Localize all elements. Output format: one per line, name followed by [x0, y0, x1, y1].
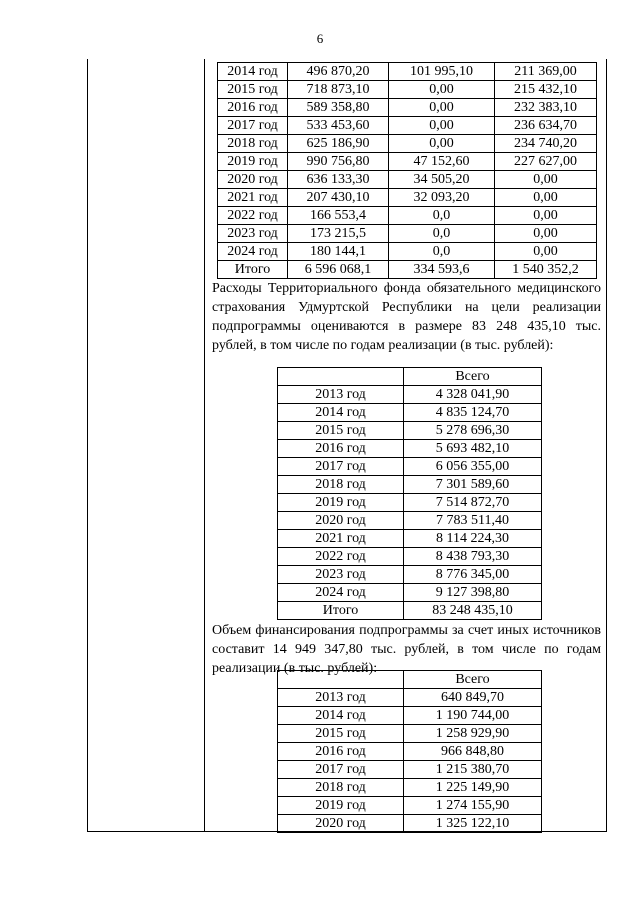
- value-cell: 1 258 929,90: [404, 725, 542, 743]
- value-cell: 227 627,00: [495, 153, 597, 171]
- value-cell: 589 358,80: [288, 99, 389, 117]
- year-cell: 2015 год: [218, 81, 288, 99]
- year-cell: 2022 год: [278, 548, 404, 566]
- tfoms-table: [277, 367, 542, 620]
- table-row: [278, 566, 542, 584]
- value-cell: 640 849,70: [404, 689, 542, 707]
- paragraph-other-sources: Объем финансирования подпрограммы за счет иных источников составит 14 949 347,80 тыс. рублей, в том числе по годам реализации (в тыс. рублей):: [212, 623, 601, 676]
- table-row: [218, 189, 597, 207]
- year-cell: 2018 год: [278, 476, 404, 494]
- year-cell: 2020 год: [278, 815, 404, 833]
- header-empty-cell: [278, 671, 404, 689]
- year-cell: 2023 год: [218, 225, 288, 243]
- value-cell: 0,0: [389, 225, 495, 243]
- table-row: [278, 548, 542, 566]
- year-cell: 2014 год: [278, 707, 404, 725]
- value-cell: 7 783 511,40: [404, 512, 542, 530]
- value-cell: 9 127 398,80: [404, 584, 542, 602]
- value-cell: 1 190 744,00: [404, 707, 542, 725]
- year-cell: 2018 год: [278, 779, 404, 797]
- value-cell: 215 432,10: [495, 81, 597, 99]
- value-cell: 0,00: [495, 225, 597, 243]
- table-row: [278, 530, 542, 548]
- value-cell: 47 152,60: [389, 153, 495, 171]
- value-cell: 1 225 149,90: [404, 779, 542, 797]
- value-cell: 0,0: [389, 207, 495, 225]
- year-cell: 2013 год: [278, 386, 404, 404]
- paragraph-tfoms-expenses: Расходы Территориального фонда обязательного медицинского страхования Удмуртской Республики на цели реализации подпрограммы оцениваются в размере 83 248 435,10 тыс. рублей, в том числе по годам реализации (в тыс. рублей):: [212, 281, 601, 353]
- header-total-cell: Всего: [404, 368, 542, 386]
- year-cell: 2015 год: [278, 422, 404, 440]
- table-row: [278, 440, 542, 458]
- table-row: [278, 707, 542, 725]
- value-cell: 211 369,00: [495, 63, 597, 81]
- value-cell: 180 144,1: [288, 243, 389, 261]
- year-cell: 2017 год: [278, 761, 404, 779]
- table-row: [218, 243, 597, 261]
- year-cell: 2016 год: [278, 440, 404, 458]
- table-row: [278, 386, 542, 404]
- table-row: [278, 512, 542, 530]
- value-cell: 625 186,90: [288, 135, 389, 153]
- tfoms-table-body: [278, 386, 542, 620]
- year-cell: 2021 год: [278, 530, 404, 548]
- table-row: [278, 761, 542, 779]
- header-total-cell: Всего: [404, 671, 542, 689]
- frame-left-column: [88, 59, 205, 831]
- table-row: [278, 602, 542, 620]
- year-cell: 2024 год: [218, 243, 288, 261]
- value-cell: 990 756,80: [288, 153, 389, 171]
- year-cell: Итого: [278, 602, 404, 620]
- value-cell: 32 093,20: [389, 189, 495, 207]
- value-cell: 166 553,4: [288, 207, 389, 225]
- year-cell: 2017 год: [278, 458, 404, 476]
- table-row: [278, 689, 542, 707]
- year-cell: 2022 год: [218, 207, 288, 225]
- other-sources-table-body: [278, 689, 542, 833]
- table-header-row: [278, 368, 542, 386]
- page-number: 6: [316, 31, 324, 46]
- value-cell: 334 593,6: [389, 261, 495, 279]
- value-cell: 34 505,20: [389, 171, 495, 189]
- year-cell: 2013 год: [278, 689, 404, 707]
- table-row: [278, 404, 542, 422]
- year-cell: 2016 год: [218, 99, 288, 117]
- value-cell: 1 540 352,2: [495, 261, 597, 279]
- value-cell: 236 634,70: [495, 117, 597, 135]
- value-cell: 5 693 482,10: [404, 440, 542, 458]
- table-row: [278, 815, 542, 833]
- table-row: [218, 99, 597, 117]
- value-cell: 83 248 435,10: [404, 602, 542, 620]
- table-row: [218, 63, 597, 81]
- year-cell: 2020 год: [278, 512, 404, 530]
- table-row: [218, 171, 597, 189]
- value-cell: 8 776 345,00: [404, 566, 542, 584]
- value-cell: 718 873,10: [288, 81, 389, 99]
- year-cell: 2019 год: [278, 797, 404, 815]
- year-cell: 2019 год: [218, 153, 288, 171]
- table-row: [278, 584, 542, 602]
- value-cell: 8 114 224,30: [404, 530, 542, 548]
- value-cell: 173 215,5: [288, 225, 389, 243]
- table-row: [278, 779, 542, 797]
- table-header-row: [278, 671, 542, 689]
- year-cell: 2018 год: [218, 135, 288, 153]
- funding-table-top: [217, 62, 597, 279]
- value-cell: 636 133,30: [288, 171, 389, 189]
- year-cell: Итого: [218, 261, 288, 279]
- value-cell: 101 995,10: [389, 63, 495, 81]
- value-cell: 232 383,10: [495, 99, 597, 117]
- value-cell: 207 430,10: [288, 189, 389, 207]
- value-cell: 966 848,80: [404, 743, 542, 761]
- value-cell: 0,00: [495, 171, 597, 189]
- table-row: [218, 207, 597, 225]
- value-cell: 8 438 793,30: [404, 548, 542, 566]
- year-cell: 2016 год: [278, 743, 404, 761]
- table-row: [218, 261, 597, 279]
- year-cell: 2020 год: [218, 171, 288, 189]
- header-empty-cell: [278, 368, 404, 386]
- table-row: [218, 153, 597, 171]
- other-sources-table: [277, 670, 542, 833]
- table-row: [278, 797, 542, 815]
- table-row: [278, 458, 542, 476]
- value-cell: 4 835 124,70: [404, 404, 542, 422]
- value-cell: 4 328 041,90: [404, 386, 542, 404]
- value-cell: 7 514 872,70: [404, 494, 542, 512]
- table-row: [218, 225, 597, 243]
- value-cell: 1 274 155,90: [404, 797, 542, 815]
- value-cell: 234 740,20: [495, 135, 597, 153]
- table-row: [218, 135, 597, 153]
- funding-table-top-body: [218, 63, 597, 279]
- year-cell: 2019 год: [278, 494, 404, 512]
- value-cell: 0,00: [389, 81, 495, 99]
- value-cell: 496 870,20: [288, 63, 389, 81]
- table-row: [278, 422, 542, 440]
- value-cell: 0,00: [389, 117, 495, 135]
- year-cell: 2021 год: [218, 189, 288, 207]
- value-cell: 6 056 355,00: [404, 458, 542, 476]
- year-cell: 2014 год: [218, 63, 288, 81]
- year-cell: 2023 год: [278, 566, 404, 584]
- table-row: [278, 476, 542, 494]
- value-cell: 6 596 068,1: [288, 261, 389, 279]
- table-row: [278, 725, 542, 743]
- table-row: [278, 494, 542, 512]
- year-cell: 2015 год: [278, 725, 404, 743]
- value-cell: 533 453,60: [288, 117, 389, 135]
- value-cell: 0,00: [495, 243, 597, 261]
- value-cell: 1 215 380,70: [404, 761, 542, 779]
- value-cell: 0,00: [389, 135, 495, 153]
- year-cell: 2014 год: [278, 404, 404, 422]
- value-cell: 0,00: [495, 189, 597, 207]
- value-cell: 5 278 696,30: [404, 422, 542, 440]
- value-cell: 0,00: [389, 99, 495, 117]
- year-cell: 2024 год: [278, 584, 404, 602]
- year-cell: 2017 год: [218, 117, 288, 135]
- table-row: [278, 743, 542, 761]
- value-cell: 0,00: [495, 207, 597, 225]
- value-cell: 1 325 122,10: [404, 815, 542, 833]
- value-cell: 0,0: [389, 243, 495, 261]
- value-cell: 7 301 589,60: [404, 476, 542, 494]
- table-row: [218, 117, 597, 135]
- table-row: [218, 81, 597, 99]
